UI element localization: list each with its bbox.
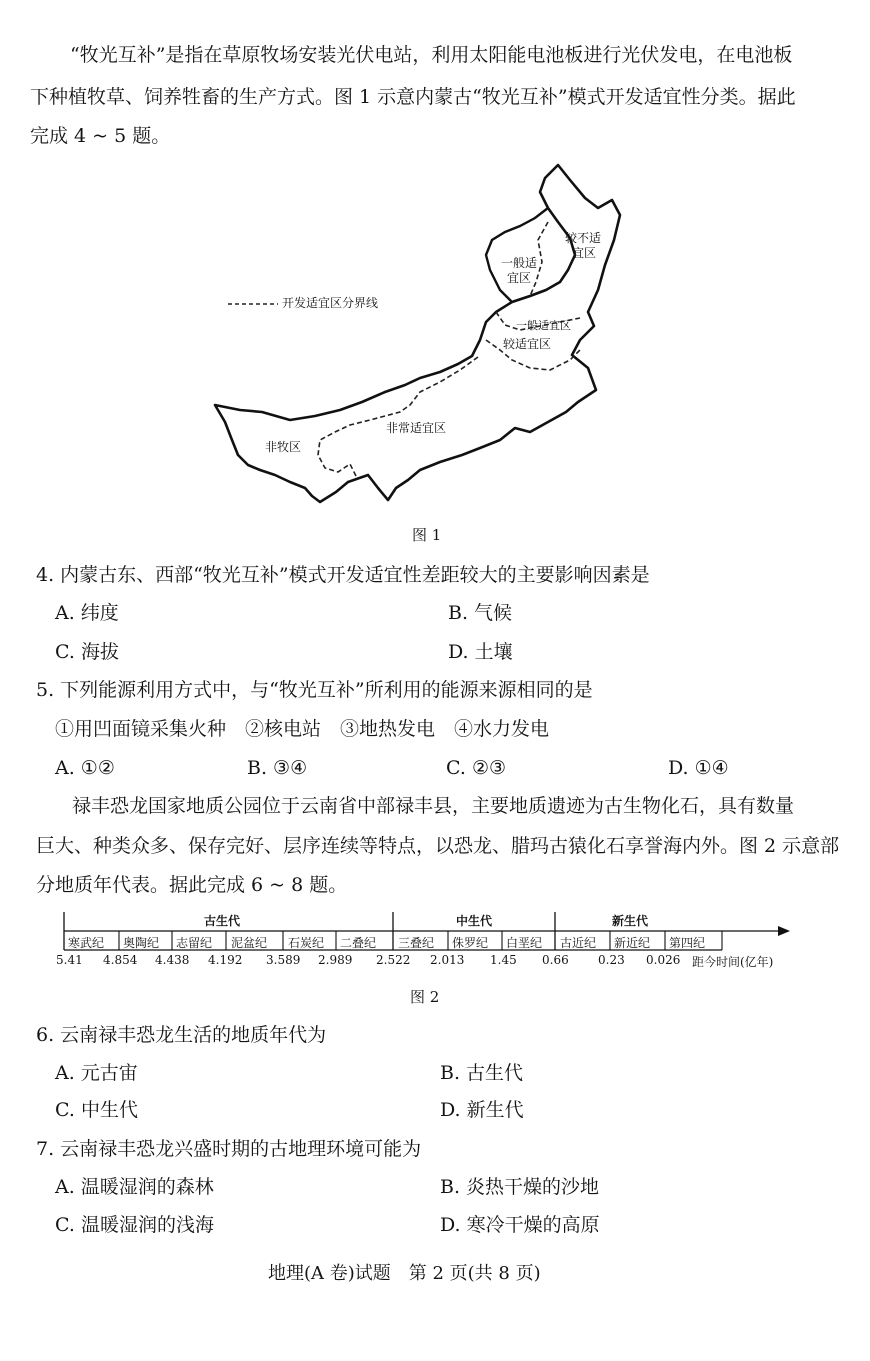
q7-stem: 7. 云南禄丰恐龙兴盛时期的古地理环境可能为 bbox=[36, 1138, 422, 1160]
intro2-line1: 禄丰恐龙国家地质公园位于云南省中部禄丰县，主要地质遗迹为古生物化石，具有数量 bbox=[72, 795, 795, 817]
intro2-line3: 分地质年代表。据此完成 6 ~ 8 题。 bbox=[36, 874, 348, 896]
period-jurassic: 侏罗纪 bbox=[452, 936, 489, 950]
period-quaternary: 第四纪 bbox=[669, 936, 706, 950]
age-label: 0.026 bbox=[646, 953, 681, 967]
q4-option-c[interactable]: C. 海拔 bbox=[55, 641, 119, 663]
intro1-line1: “牧光互补”是指在草原牧场安装光伏电站，利用太阳能电池板进行光伏发电，在电池板 bbox=[70, 44, 793, 66]
q5-stem: 5. 下列能源利用方式中，与“牧光互补”所利用的能源来源相同的是 bbox=[36, 679, 593, 701]
q5-option-c[interactable]: C. ②③ bbox=[446, 757, 507, 779]
period-carboniferous: 石炭纪 bbox=[288, 936, 325, 950]
q5-option-a[interactable]: A. ①② bbox=[55, 757, 115, 779]
age-label: 0.23 bbox=[598, 953, 625, 967]
q5-option-b[interactable]: B. ③④ bbox=[247, 757, 308, 779]
age-label: 4.192 bbox=[208, 953, 243, 967]
q7-option-c[interactable]: C. 温暖湿润的浅海 bbox=[55, 1214, 214, 1236]
period-triassic: 三叠纪 bbox=[398, 936, 435, 950]
q6-option-d[interactable]: D. 新生代 bbox=[440, 1099, 524, 1121]
era-paleozoic: 古生代 bbox=[204, 914, 241, 928]
intro1-line3: 完成 4 ~ 5 题。 bbox=[30, 125, 171, 147]
period-paleogene: 古近纪 bbox=[560, 936, 597, 950]
page-footer: 地理(A 卷)试题 第 2 页(共 8 页) bbox=[268, 1263, 541, 1284]
figure2-caption: 图 2 bbox=[410, 988, 440, 1006]
age-label: 2.989 bbox=[318, 953, 353, 967]
q6-option-a[interactable]: A. 元古宙 bbox=[55, 1062, 138, 1084]
intro2-line2: 巨大、种类众多、保存完好、层序连续等特点，以恐龙、腊玛古猿化石享誉海内外。图 2 示意部 bbox=[36, 835, 840, 857]
q7-option-a[interactable]: A. 温暖湿润的森林 bbox=[55, 1176, 214, 1198]
q6-option-c[interactable]: C. 中生代 bbox=[55, 1099, 138, 1121]
age-label: 4.854 bbox=[103, 953, 138, 967]
age-label: 1.45 bbox=[490, 953, 517, 967]
period-neogene: 新近纪 bbox=[614, 936, 651, 950]
region-least-suitable-1: 较不适 bbox=[565, 231, 602, 245]
age-label: 2.013 bbox=[430, 953, 465, 967]
q5-items: ①用凹面镜采集火种 ②核电站 ③地热发电 ④水力发电 bbox=[55, 718, 550, 740]
region-least-suitable-2: 宜区 bbox=[572, 246, 597, 260]
q4-option-d[interactable]: D. 土壤 bbox=[448, 641, 513, 663]
region-general-1: 一般适 bbox=[501, 256, 538, 270]
q6-stem: 6. 云南禄丰恐龙生活的地质年代为 bbox=[36, 1024, 327, 1046]
region-fair: 较适宜区 bbox=[503, 337, 552, 351]
age-unit-label: 距今时间(亿年) bbox=[692, 955, 774, 969]
period-silurian: 志留纪 bbox=[176, 936, 213, 950]
figure1-caption: 图 1 bbox=[412, 526, 442, 544]
legend-label: 开发适宜区分界线 bbox=[282, 296, 379, 310]
q6-option-b[interactable]: B. 古生代 bbox=[440, 1062, 524, 1084]
q7-option-d[interactable]: D. 寒冷干燥的高原 bbox=[440, 1214, 600, 1236]
era-mesozoic: 中生代 bbox=[456, 914, 493, 928]
age-label: 2.522 bbox=[376, 953, 411, 967]
era-cenozoic: 新生代 bbox=[612, 914, 649, 928]
q4-option-b[interactable]: B. 气候 bbox=[448, 602, 513, 624]
q5-option-d[interactable]: D. ①④ bbox=[668, 757, 729, 779]
age-label: 0.66 bbox=[542, 953, 569, 967]
period-cretaceous: 白垩纪 bbox=[506, 936, 543, 950]
q4-option-a[interactable]: A. 纬度 bbox=[55, 602, 119, 624]
region-nonpasture: 非牧区 bbox=[265, 440, 302, 454]
q4-stem: 4. 内蒙古东、西部“牧光互补”模式开发适宜性差距较大的主要影响因素是 bbox=[36, 564, 650, 586]
intro1-line2: 下种植牧草、饲养牲畜的生产方式。图 1 示意内蒙古“牧光互补”模式开发适宜性分类。据此 bbox=[30, 86, 796, 108]
period-devonian: 泥盆纪 bbox=[231, 936, 268, 950]
age-label: 3.589 bbox=[266, 953, 301, 967]
region-very-suitable: 非常适宜区 bbox=[386, 421, 447, 435]
region-general-2: 宜区 bbox=[507, 271, 532, 285]
period-permian: 二叠纪 bbox=[340, 936, 377, 950]
age-label: 5.41 bbox=[56, 953, 83, 967]
age-label: 4.438 bbox=[155, 953, 190, 967]
q7-option-b[interactable]: B. 炎热干燥的沙地 bbox=[440, 1176, 600, 1198]
period-cambrian: 寒武纪 bbox=[68, 936, 105, 950]
period-ordovician: 奥陶纪 bbox=[123, 936, 160, 950]
region-general-small: 一般适宜区 bbox=[516, 319, 571, 332]
